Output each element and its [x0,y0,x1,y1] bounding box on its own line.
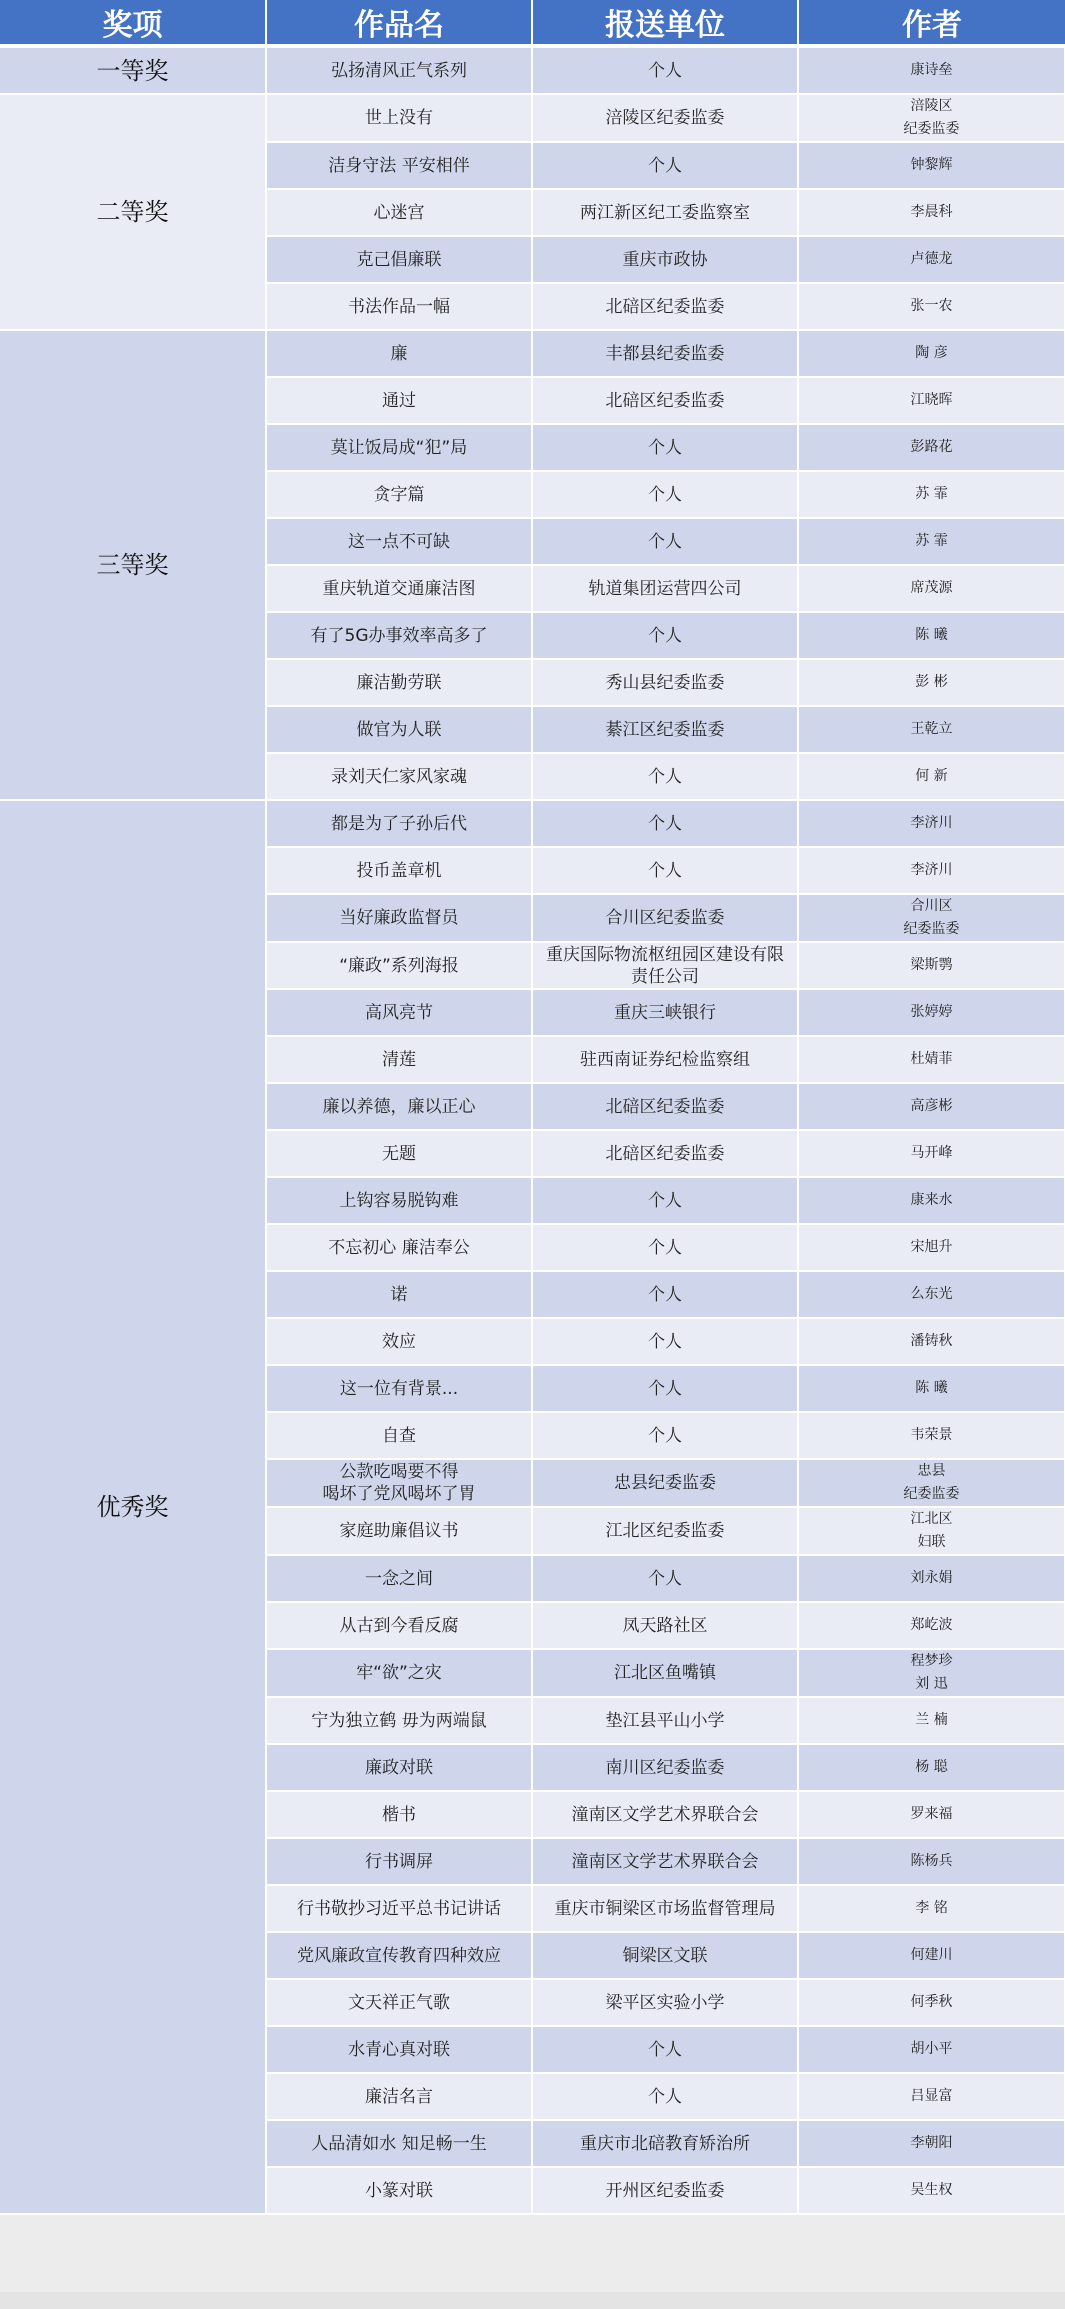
submitting-unit-cell: 重庆市铜梁区市场监督管理局 [532,1885,798,1932]
submitting-unit-cell: 轨道集团运营四公司 [532,565,798,612]
work-title-cell: 人品清如水 知足畅一生 [266,2120,532,2167]
work-title-cell: 效应 [266,1318,532,1365]
author-cell: 杨 聪 [798,1744,1065,1791]
work-title-cell: 廉洁名言 [266,2073,532,2120]
submitting-unit-cell: 两江新区纪工委监察室 [532,189,798,236]
work-title-cell: 做官为人联 [266,706,532,753]
author-cell: 卢德龙 [798,236,1065,283]
author-cell: 席茂源 [798,565,1065,612]
work-title-cell: 牢“欲”之灾 [266,1649,532,1697]
author-cell: 李晨科 [798,189,1065,236]
author-cell: 合川区 纪委监委 [798,894,1065,942]
work-title-cell: 投币盖章机 [266,847,532,894]
submitting-unit-cell: 北碚区纪委监委 [532,377,798,424]
award-level-cell: 优秀奖 [0,800,266,2214]
author-cell: 韦荣景 [798,1412,1065,1459]
author-cell: 郑屹波 [798,1602,1065,1649]
author-cell: 苏 霏 [798,471,1065,518]
work-title-cell: 这一位有背景... [266,1365,532,1412]
submitting-unit-cell: 潼南区文学艺术界联合会 [532,1838,798,1885]
author-cell: 何季秋 [798,1979,1065,2026]
author-cell: 吴生权 [798,2167,1065,2214]
submitting-unit-cell: 个人 [532,471,798,518]
work-title-cell: 廉政对联 [266,1744,532,1791]
table-header [0,0,1065,46]
work-title-cell: 心迷宫 [266,189,532,236]
submitting-unit-cell: 个人 [532,46,798,94]
author-cell: 忠县 纪委监委 [798,1459,1065,1507]
work-title-cell: 一念之间 [266,1555,532,1602]
work-title-cell: 洁身守法 平安相伴 [266,142,532,189]
header-work: 作品名 [266,0,532,46]
submitting-unit-cell: 忠县纪委监委 [532,1459,798,1507]
author-cell: 张一农 [798,283,1065,330]
author-cell: 宋旭升 [798,1224,1065,1271]
submitting-unit-cell: 梁平区实验小学 [532,1979,798,2026]
work-title-cell: 行书敬抄习近平总书记讲话 [266,1885,532,1932]
author-cell: 陈 曦 [798,1365,1065,1412]
author-cell: 康诗垒 [798,46,1065,94]
award-level-cell: 一等奖 [0,46,266,94]
submitting-unit-cell: 个人 [532,800,798,847]
table-row [0,330,1065,377]
work-title-cell: 录刘天仁家风家魂 [266,753,532,800]
author-cell: 胡小平 [798,2026,1065,2073]
work-title-cell: 有了5G办事效率高多了 [266,612,532,659]
submitting-unit-cell: 个人 [532,753,798,800]
submitting-unit-cell: 江北区纪委监委 [532,1507,798,1555]
submitting-unit-cell: 重庆国际物流枢纽园区建设有限责任公司 [532,942,798,989]
work-title-cell: 行书调屏 [266,1838,532,1885]
author-cell: 刘永娟 [798,1555,1065,1602]
author-cell: 罗来福 [798,1791,1065,1838]
submitting-unit-cell: 个人 [532,1177,798,1224]
submitting-unit-cell: 铜梁区文联 [532,1932,798,1979]
submitting-unit-cell: 重庆市政协 [532,236,798,283]
work-title-cell: 都是为了子孙后代 [266,800,532,847]
author-cell: 程梦珍 刘 迅 [798,1649,1065,1697]
author-cell: 彭 彬 [798,659,1065,706]
work-title-cell: 清莲 [266,1036,532,1083]
work-title-cell: 自查 [266,1412,532,1459]
work-title-cell: 从古到今看反腐 [266,1602,532,1649]
submitting-unit-cell: 个人 [532,1365,798,1412]
author-cell: 潘铸秋 [798,1318,1065,1365]
submitting-unit-cell: 个人 [532,142,798,189]
author-cell: 苏 霏 [798,518,1065,565]
author-cell: 李朝阳 [798,2120,1065,2167]
author-cell: 康来水 [798,1177,1065,1224]
submitting-unit-cell: 合川区纪委监委 [532,894,798,942]
award-level-cell: 二等奖 [0,94,266,330]
work-title-cell: 重庆轨道交通廉洁图 [266,565,532,612]
submitting-unit-cell: 个人 [532,518,798,565]
submitting-unit-cell: 个人 [532,1224,798,1271]
award-level-cell: 三等奖 [0,330,266,800]
submitting-unit-cell: 秀山县纪委监委 [532,659,798,706]
table-row [0,46,1065,94]
author-cell: 陈 曦 [798,612,1065,659]
author-cell: 王乾立 [798,706,1065,753]
work-title-cell: 克己倡廉联 [266,236,532,283]
header-award: 奖项 [0,0,266,46]
author-cell: 李济川 [798,800,1065,847]
submitting-unit-cell: 个人 [532,847,798,894]
submitting-unit-cell: 綦江区纪委监委 [532,706,798,753]
work-title-cell: 书法作品一幅 [266,283,532,330]
submitting-unit-cell: 重庆三峡银行 [532,989,798,1036]
bottom-strip [0,2292,1065,2309]
work-title-cell: 公款吃喝要不得 喝坏了党风喝坏了胃 [266,1459,532,1507]
submitting-unit-cell: 个人 [532,2073,798,2120]
submitting-unit-cell: 个人 [532,1412,798,1459]
table-row [0,94,1065,142]
submitting-unit-cell: 涪陵区纪委监委 [532,94,798,142]
author-cell: 高彦彬 [798,1083,1065,1130]
work-title-cell: 上钩容易脱钩难 [266,1177,532,1224]
work-title-cell: 党风廉政宣传教育四种效应 [266,1932,532,1979]
work-title-cell: 诺 [266,1271,532,1318]
author-cell: 吕显富 [798,2073,1065,2120]
submitting-unit-cell: 开州区纪委监委 [532,2167,798,2214]
work-title-cell: 水青心真对联 [266,2026,532,2073]
author-cell: 何 新 [798,753,1065,800]
author-cell: 彭路花 [798,424,1065,471]
author-cell: 张婷婷 [798,989,1065,1036]
submitting-unit-cell: 凤天路社区 [532,1602,798,1649]
author-cell: 杜婧菲 [798,1036,1065,1083]
author-cell: 何建川 [798,1932,1065,1979]
author-cell: 马开峰 [798,1130,1065,1177]
work-title-cell: 通过 [266,377,532,424]
work-title-cell: 无题 [266,1130,532,1177]
header-unit: 报送单位 [532,0,798,46]
submitting-unit-cell: 驻西南证券纪检监察组 [532,1036,798,1083]
submitting-unit-cell: 北碚区纪委监委 [532,283,798,330]
work-title-cell: 廉洁勤劳联 [266,659,532,706]
author-cell: 钟黎辉 [798,142,1065,189]
header-author: 作者 [798,0,1065,46]
author-cell: 陈杨兵 [798,1838,1065,1885]
table-row [0,800,1065,847]
header-row [0,0,1065,46]
work-title-cell: 廉 [266,330,532,377]
submitting-unit-cell: 个人 [532,1271,798,1318]
author-cell: 李 铭 [798,1885,1065,1932]
work-title-cell: 廉以养德，廉以正心 [266,1083,532,1130]
submitting-unit-cell: 丰都县纪委监委 [532,330,798,377]
work-title-cell: 家庭助廉倡议书 [266,1507,532,1555]
author-cell: 兰 楠 [798,1697,1065,1744]
work-title-cell: 文天祥正气歌 [266,1979,532,2026]
author-cell: 江晓晖 [798,377,1065,424]
work-title-cell: 这一点不可缺 [266,518,532,565]
submitting-unit-cell: 江北区鱼嘴镇 [532,1649,798,1697]
submitting-unit-cell: 个人 [532,1555,798,1602]
submitting-unit-cell: 南川区纪委监委 [532,1744,798,1791]
work-title-cell: 当好廉政监督员 [266,894,532,942]
submitting-unit-cell: 重庆市北碚教育矫治所 [532,2120,798,2167]
work-title-cell: 弘扬清风正气系列 [266,46,532,94]
author-cell: 陶 彦 [798,330,1065,377]
submitting-unit-cell: 潼南区文学艺术界联合会 [532,1791,798,1838]
submitting-unit-cell: 个人 [532,1318,798,1365]
work-title-cell: “廉政”系列海报 [266,942,532,989]
work-title-cell: 世上没有 [266,94,532,142]
table-body [0,46,1065,2214]
work-title-cell: 不忘初心 廉洁奉公 [266,1224,532,1271]
work-title-cell: 小篆对联 [266,2167,532,2214]
author-cell: 么东光 [798,1271,1065,1318]
submitting-unit-cell: 北碚区纪委监委 [532,1083,798,1130]
submitting-unit-cell: 垫江县平山小学 [532,1697,798,1744]
submitting-unit-cell: 北碚区纪委监委 [532,1130,798,1177]
author-cell: 涪陵区 纪委监委 [798,94,1065,142]
work-title-cell: 高风亮节 [266,989,532,1036]
author-cell: 李济川 [798,847,1065,894]
work-title-cell: 宁为独立鹤 毋为两端鼠 [266,1697,532,1744]
submitting-unit-cell: 个人 [532,612,798,659]
submitting-unit-cell: 个人 [532,2026,798,2073]
work-title-cell: 楷书 [266,1791,532,1838]
submitting-unit-cell: 个人 [532,424,798,471]
author-cell: 梁斯鹗 [798,942,1065,989]
work-title-cell: 贪字篇 [266,471,532,518]
work-title-cell: 莫让饭局成“犯”局 [266,424,532,471]
author-cell: 江北区 妇联 [798,1507,1065,1555]
